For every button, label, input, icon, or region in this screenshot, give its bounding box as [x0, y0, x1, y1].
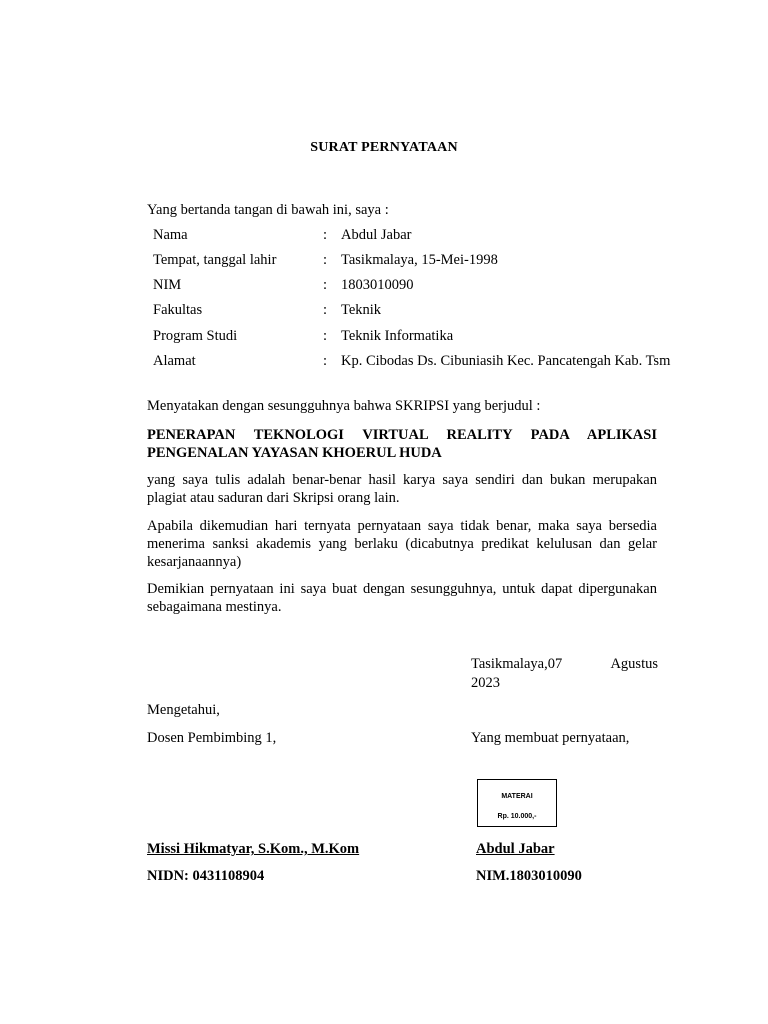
identity-value: Teknik — [341, 302, 382, 318]
identity-label: Fakultas — [153, 302, 203, 318]
paragraph-originality: yang saya tulis adalah benar-benar hasil karya saya sendiri dan bukan merupakan plagiat atau saduran dari Skripsi orang lain. — [147, 472, 657, 506]
statement-intro: Menyatakan dengan sesungguhnya bahwa SKRIPSI yang berjudul : — [147, 398, 541, 414]
identity-value: 1803010090 — [341, 277, 414, 293]
paragraph-closing: Demikian pernyataan ini saya buat dengan sesungguhnya, untuk dapat dipergunakan sebagaimana mestinya. — [147, 581, 657, 615]
identity-separator: : — [323, 252, 328, 268]
date-year: 2023 — [471, 675, 500, 691]
materai-stamp-box — [477, 779, 557, 827]
materai-amount: Rp. 10.000,- — [497, 813, 537, 820]
maker-name: Abdul Jabar — [476, 841, 555, 857]
date-place — [471, 655, 658, 693]
date-month: Agustus — [610, 656, 658, 672]
supervisor-label: Dosen Pembimbing 1, — [147, 730, 277, 746]
document-title: SURAT PERNYATAAN — [310, 140, 458, 155]
thesis-title — [147, 426, 657, 462]
intro-text: Yang bertanda tangan di bawah ini, saya : — [147, 202, 389, 218]
identity-value: Kp. Cibodas Ds. Cibuniasih Kec. Pancatengah Kab. Tsm — [341, 353, 671, 369]
supervisor-name: Missi Hikmatyar, S.Kom., M.Kom — [147, 841, 360, 857]
thesis-title-line-2: PENGENALAN YAYASAN KHOERUL HUDA — [147, 445, 442, 461]
paragraph-sanction: Apabila dikemudian hari ternyata pernyataan saya tidak benar, maka saya bersedia menerima sanksi akademis yang berlaku (dicabutnya predikat kelulusan dan gelar kesarjanaannya) — [147, 518, 657, 570]
thesis-title-line-1: PENERAPAN TEKNOLOGI VIRTUAL REALITY PADA APLIKASI — [147, 427, 657, 443]
date-place-day: Tasikmalaya,07 — [471, 656, 563, 672]
identity-value: Teknik Informatika — [341, 328, 454, 344]
identity-value: Abdul Jabar — [341, 227, 412, 243]
identity-label: Nama — [153, 227, 188, 243]
maker-label: Yang membuat pernyataan, — [471, 730, 630, 746]
identity-separator: : — [323, 328, 328, 344]
acknowledged-label: Mengetahui, — [147, 702, 220, 718]
identity-label: Tempat, tanggal lahir — [153, 252, 277, 268]
identity-separator: : — [323, 353, 328, 369]
identity-label: Program Studi — [153, 328, 238, 344]
identity-separator: : — [323, 277, 328, 293]
identity-label: NIM — [153, 277, 182, 293]
identity-separator: : — [323, 227, 328, 243]
materai-label: MATERAI — [501, 793, 533, 800]
supervisor-id: NIDN: 0431108904 — [147, 868, 265, 884]
maker-id: NIM.1803010090 — [476, 868, 582, 884]
identity-value: Tasikmalaya, 15-Mei-1998 — [341, 252, 498, 268]
identity-separator: : — [323, 302, 328, 318]
identity-label: Alamat — [153, 353, 196, 369]
